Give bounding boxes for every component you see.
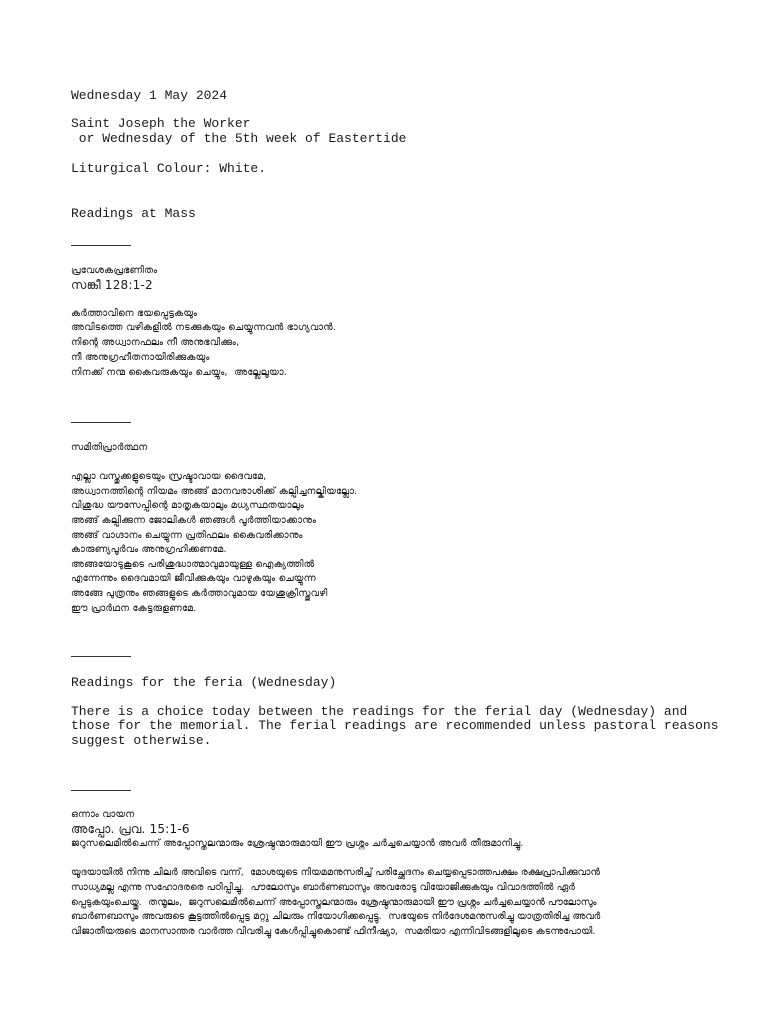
collect-line: അങ്ങയോടുകൂടെ പരിശുദ്ധാത്മാവുമായുള്ള ഐക്യത്തിൽ	[71, 559, 315, 570]
collect-line: അങ്ങ് വാഗ്ദാനം ചെയ്യുന്ന പ്രതിഫലം കൈവരിക്കാനും	[71, 530, 303, 541]
divider	[71, 656, 131, 657]
collect-line: അധ്വാനത്തിന്റെ നിയമം അങ്ങ് മാനവരാശിക്ക് കല്പിച്ചനല്കിയല്ലോ.	[71, 486, 358, 497]
collect-line: അങ്ങേ പുത്രനും ഞങ്ങളുടെ കർത്താവുമായ യേശുക്രിസ്തുവഴി	[71, 588, 328, 599]
entrance-line: കർത്താവിനെ ഭയപ്പെട്ടകയും	[71, 308, 198, 319]
first-reading-summary: ജറുസലെമിൽചെന്ന് അപ്പോസ്തലന്മാരും ശ്രേഷ്ഠന്മാരുമായി ഈ പ്രശ്നം ചർച്ചചെയ്യാൻ അവർ തീരുമാനിച്ചു.	[71, 838, 524, 849]
first-reading-title: ഒന്നാം വായന	[71, 809, 135, 820]
celebration-title: Saint Joseph the Worker	[71, 116, 251, 131]
first-reading-line: സാധ്യമല്ല എന്നു സഹോദരരെ പഠിപ്പിച്ചു. പൗലോസും ബാർണബാസും അവരോടു വിയോജിക്കുകയും വിവാദത്തിൽ ഏർ	[71, 882, 575, 893]
liturgical-colour: Liturgical Colour: White.	[71, 161, 267, 176]
entrance-line: അവിടത്തെ വഴികളിൽ നടക്കുകയും ചെയ്യുന്നവൻ ഭാഗ്യവാൻ.	[71, 322, 337, 333]
first-reading-line: യൂദയായിൽ നിന്നു ചിലർ അവിടെ വന്ന്, മോശയുടെ നിയമമനുസരിച്ച് പരിച്ഛേദനം ചെയ്യപ്പെടാത്തപക്ഷം രക്ഷപ്രാപിക്കുവാൻ	[71, 867, 600, 878]
entrance-line: നിന്റെ അധ്വാനഫലം നീ അനുഭവിക്കും,	[71, 337, 240, 348]
celebration-alternative: or Wednesday of the 5th week of Eastertide	[71, 131, 407, 146]
collect-title: സമിതിപ്രാർത്ഥന	[71, 442, 148, 453]
collect-line: ഈ പ്രാർഥന കേട്ടരുളണമേ.	[71, 603, 197, 614]
feria-paragraph-line: suggest otherwise.	[71, 733, 212, 748]
first-reading-line: വിജാതീയരുടെ മാനസാന്തര വാർത്ത വിവരിച്ചു കേൾപ്പിച്ചുകൊണ്ട് ഫിനീഷ്യാ, സമരിയാ എന്നിവിടങ്ങളിലൂടെ കടന്നുപോയി.	[71, 926, 596, 937]
first-reading-line: ബാർണബാസും അവരുടെ കൂട്ടത്തിൽപ്പെട്ട മറ്റു ചിലരും നിയോഗിക്കപ്പെട്ടു. സഭയുടെ നിർദേശമനുസരിച്ചു യാത്രതിരിച്ച അവർ	[71, 911, 601, 922]
divider	[71, 422, 131, 423]
entrance-reference: സങ്കീ 128:1-2	[71, 278, 153, 292]
first-reading-reference: അപ്പോ. പ്രവ. 15:1-6	[71, 822, 190, 836]
entrance-line: നീ അനുഗ്രഹീതനായിരിക്കുകയും	[71, 352, 210, 363]
divider	[71, 245, 131, 246]
entrance-line: നിനക്ക് നന്മ കൈവരുകയും ചെയ്യും, അല്ലേലൂയാ.	[71, 367, 287, 378]
collect-line: കാരുണ്യപൂർവം അനുഗ്രഹിക്കണമേ.	[71, 544, 227, 555]
readings-heading: Readings at Mass	[71, 206, 196, 221]
divider	[71, 790, 131, 791]
date-line: Wednesday 1 May 2024	[71, 88, 228, 103]
feria-heading: Readings for the feria (Wednesday)	[71, 675, 337, 690]
feria-paragraph-line: There is a choice today between the readings for the ferial day (Wednesday) and	[71, 704, 688, 719]
collect-line: അങ്ങ് കല്പിക്കുന്ന ജോലികൾ ഞങ്ങൾ പൂർത്തിയാക്കാനും	[71, 515, 317, 526]
collect-line: എല്ലാ വസ്തുക്കളുടെയും സ്രഷ്ടാവായ ദൈവമേ,	[71, 471, 267, 482]
first-reading-line: പ്പെടുകയുംചെയ്തു. തന്മൂലം, ജറുസലെമിൽചെന്ന് അപ്പോസ്തലന്മാരും ശ്രേഷ്ഠന്മാരുമായി ഈ പ്രശ്നം ചർച്ചചെയ്യാൻ പൗലോസും	[71, 897, 597, 908]
collect-line: എന്നേന്നും ദൈവമായി ജീവിക്കുകയും വാഴുകയും ചെയ്യുന്ന	[71, 573, 316, 584]
feria-paragraph-line: those for the memorial. The ferial readings are recommended unless pastoral reasons	[71, 718, 719, 733]
collect-line: വിശുദ്ധ യൗസേപ്പിന്റെ മാതൃകയാലും മധ്യസ്ഥതയാലും	[71, 500, 304, 511]
entrance-title: പ്രവേശകപ്രഭണിതം	[71, 265, 158, 276]
